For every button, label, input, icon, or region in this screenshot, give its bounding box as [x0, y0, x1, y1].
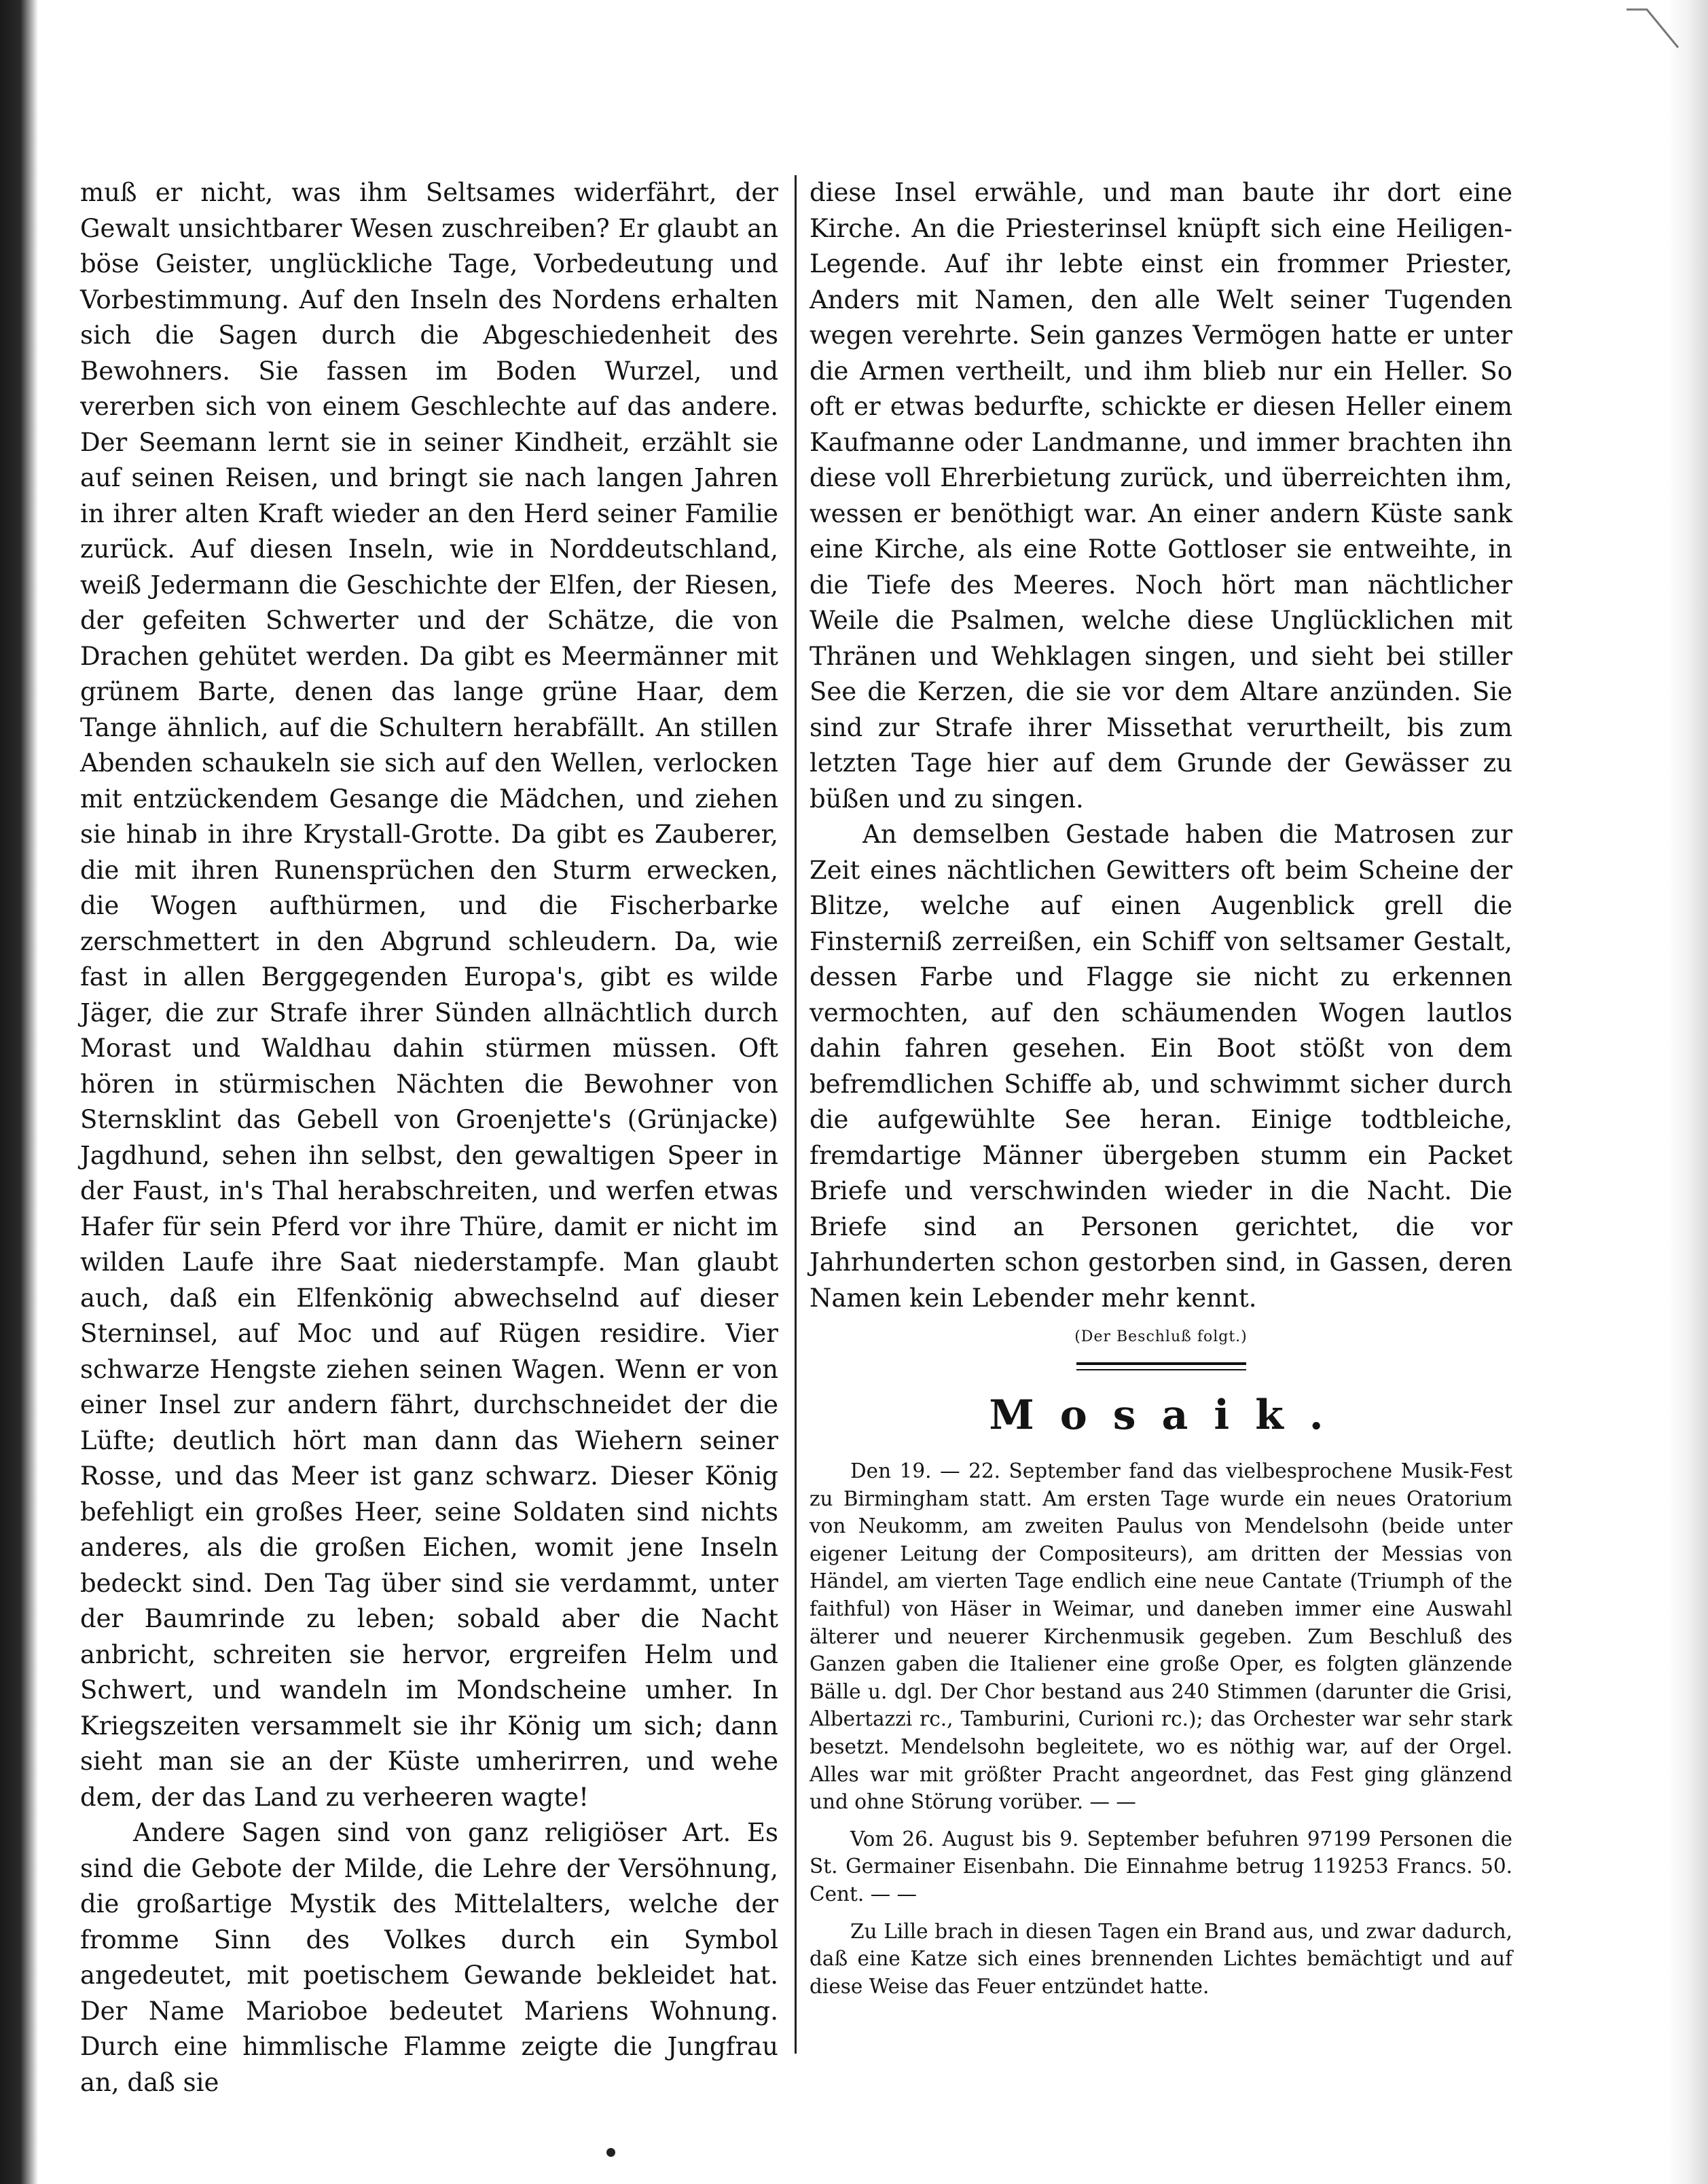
right-column: [810, 175, 1512, 2000]
mosaik-item-birmingham: Den 19. — 22. September fand das vielbesprochene Musik-Fest zu Birmingham statt. Am ersten Tage wurde ein neues Oratorium von Neukomm, am zweiten Paulus von Mendelsohn (beide unter eigener Leitung der Compositeurs), am dritten der Messias von Händel, am vierten Tage endlich eine neue Cantate (Triumph of the faithful) von Häser in Weimar, und daneben immer eine Auswahl älterer und neuerer Kirchenmusik gegeben. Zum Beschluß des Ganzen gaben die Italiener eine große Oper, es folgten glänzende Bälle u. dgl. Der Chor bestand aus 240 Stimmen (darunter die Grisi, Albertazzi rc., Tamburini, Curioni rc.); das Orchester war sehr stark besetzt. Mendelsohn begleitete, wo es nöthig war, auf der Orgel. Alles war mit größter Pracht angeordnet, das Fest ging glänzend und ohne Störung vorüber. — —: [810, 1459, 1512, 1814]
mosaik-item-lille: Zu Lille brach in diesen Tagen ein Brand aus, und zwar dadurch, daß eine Katze sich eines brennenden Lichtes bemächtigt und auf diese Weise das Feuer entzündet hatte.: [810, 1919, 1512, 1998]
page-dot-mark: [606, 2148, 615, 2157]
mosaik-section: [810, 1457, 1512, 2000]
mosaik-item-eisenbahn: Vom 26. August bis 9. September befuhren 97199 Personen die St. Germainer Eisenbahn. Die Einnahme betrug 119253 Francs. 50. Cent. — —: [810, 1827, 1512, 1906]
mosaik-heading: Mosaik.: [989, 1391, 1349, 1439]
page-corner-fold-icon: [1620, 7, 1681, 68]
page-edge-shadow: [1667, 0, 1708, 2184]
page-binding-shadow: [0, 0, 38, 2184]
left-paragraph-sagen: muß er nicht, was ihm Seltsames widerfährt, der Gewalt unsichtbarer Wesen zuschreiben? Er glaubt an böse Geister, unglückliche Tage, Vorbedeutung und Vorbestimmung. Auf den Inseln des Nordens erhalten sich die Sagen durch die Abgeschiedenheit des Bewohners. Sie fassen im Boden Wurzel, und vererben sich von einem Geschlechte auf das andere. Der Seemann lernt sie in seiner Kindheit, erzählt sie auf seinen Reisen, und bringt sie nach langen Jahren in ihrer alten Kraft wieder an den Herd seiner Familie zurück. Auf diesen Inseln, wie in Norddeutschland, weiß Jedermann die Geschichte der Elfen, der Riesen, der gefeiten Schwerter und der Schätze, die von Drachen gehütet werden. Da gibt es Meermänner mit grünem Barte, denen das lange grüne Haar, dem Tange ähnlich, auf die Schultern herabfällt. An stillen Abenden schaukeln sie sich auf den Wellen, verlocken mit entzückendem Gesange die Mädchen, und ziehen sie hinab in ihre Krystall-Grotte. Da gibt es Zauberer, die mit ihren Runensprüchen den Sturm erwecken, die Wogen aufthürmen, und die Fischerbarke zerschmettert in den Abgrund schleudern. Da, wie fast in allen Berggegenden Europa's, gibt es wilde Jäger, die zur Strafe ihrer Sünden allnächtlich durch Morast und Waldhau dahin stürmen müssen. Oft hören in stürmischen Nächten die Bewohner von Sternsklint das Gebell von Groenjette's (Grünjacke) Jagdhund, sehen ihn selbst, den gewaltigen Speer in der Faust, in's Thal herabschreiten, und werfen etwas Hafer für sein Pferd vor ihre Thüre, damit er nicht im wilden Laufe ihre Saat niederstampfe. Man glaubt auch, daß ein Elfenkönig abwechselnd auf dieser Sterninsel, auf Moc und auf Rügen residire. Vier schwarze Hengste ziehen seinen Wagen. Wenn er von einer Insel zur andern fährt, durchschneidet der die Lüfte; deutlich hört man dann das Wiehern seiner Rosse, und das Meer ist ganz schwarz. Dieser König befehligt ein großes Heer, seine Soldaten sind nichts anderes, als die großen Eichen, womit jene Inseln bedeckt sind. Den Tag über sind sie verdammt, unter der Baumrinde zu leben; sobald aber die Nacht anbricht, schreiten sie hervor, ergreifen Helm und Schwert, und wandeln im Mondscheine umher. In Kriegszeiten versammelt sie ihr König um sich; dann sieht man sie an der Küste umherirren, und wehe dem, der das Land zu verheeren wagte!: [80, 178, 778, 1812]
section-divider: [1076, 1362, 1246, 1370]
continued-note: (Der Beschluß folgt.): [1074, 1328, 1248, 1345]
right-paragraph-priesterinsel: diese Insel erwähle, und man baute ihr dort eine Kirche. An die Priesterinsel knüpft sich eine Heiligen-Legende. Auf ihr lebte einst ein frommer Priester, Anders mit Namen, den alle Welt seiner Tugenden wegen verehrte. Sein ganzes Vermögen hatte er unter die Armen vertheilt, und ihm blieb nur ein Heller. So oft er etwas bedurfte, schickte er diesen Heller einem Kaufmanne oder Landmanne, und immer brachten ihn diese voll Ehrerbietung zurück, und überreichten ihm, wessen er benöthigt war. An einer andern Küste sank eine Kirche, als eine Rotte Gottloser sie entweihte, in die Tiefe des Meeres. Noch hört man nächtlicher Weile die Psalmen, welche diese Unglücklichen mit Thränen und Wehklagen singen, und sieht bei stiller See die Kerzen, die sie vor dem Altare anzünden. Sie sind zur Strafe ihrer Missethat verurtheilt, bis zum letzten Tage hier auf dem Grunde der Gewässer zu büßen und zu singen.: [810, 178, 1512, 814]
right-paragraph-geisterschiff: An demselben Gestade haben die Matrosen zur Zeit eines nächtlichen Gewitters oft beim Scheine der Blitze, welche auf einen Augenblick grell die Finsterniß zerreißen, ein Schiff von seltsamer Gestalt, dessen Farbe und Flagge sie nicht zu erkennen vermochten, auf den schäumenden Wogen lautlos dahin fahren gesehen. Ein Boot stößt von dem befremdlichen Schiffe ab, und schwimmt sicher durch die aufgewühlte See heran. Einige todtbleiche, fremdartige Männer übergeben stumm ein Packet Briefe und verschwinden wieder in die Nacht. Die Briefe sind an Personen gerichtet, die vor Jahrhunderten schon gestorben sind, in Gassen, deren Namen kein Lebender mehr kennt.: [810, 820, 1512, 1313]
left-column: [80, 175, 778, 2100]
left-paragraph-religioese-sagen: Andere Sagen sind von ganz religiöser Art. Es sind die Gebote der Milde, die Lehre der Versöhnung, die großartige Mystik des Mittelalters, welche der fromme Sinn des Volkes durch ein Symbol angedeutet, mit poetischem Gewande bekleidet hat. Der Name Marioboe bedeutet Mariens Wohnung. Durch eine himmlische Flamme zeigte die Jungfrau an, daß sie: [80, 1818, 778, 2097]
column-divider: [795, 175, 797, 2054]
